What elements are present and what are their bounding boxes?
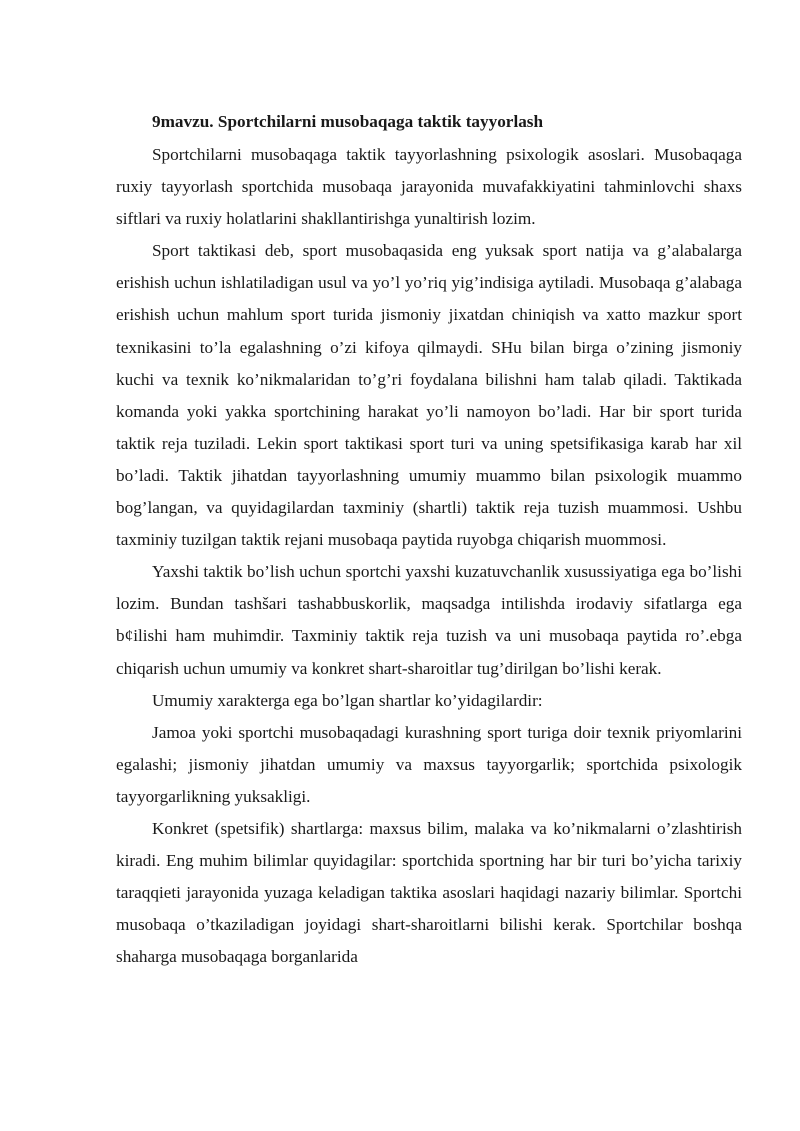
paragraph-6: Konkret (spetsifik) shartlarga: maxsus bilim, malaka va ko’nikmalarni o’zlashtirish kiradi. Eng muhim bilimlar quyidagilar: sportchida sportning har bir turi bo’yicha tarixiy taraqqieti jarayonida yuzaga keladigan taktika asoslari haqidagi nazariy bilimlar. Sportchi musobaqa o’tkaziladigan joyidagi shart-sharoitlarni bilishi kerak. Sportchilar boshqa shaharga musobaqaga borganlarida [116, 818, 742, 967]
paragraph-3: Yaxshi taktik bo’lish uchun sportchi yaxshi kuzatuvchanlik xusussiyatiga ega bo’lishi lozim. Bundan tashšari tashabbuskorlik, maqsadga intilishda irodaviy sifatlarga ega b¢ilishi ham muhimdir. Taxminiy taktik reja tuzish va uni musobaqa paytida ro’.ebga chiqarish uchun umumiy va konkret shart-sharoitlar tug’dirilgan bo’lishi kerak. [116, 562, 742, 678]
document-body [116, 107, 742, 973]
paragraph-4: Umumiy xarakterga ega bo’lgan shartlar ko’yidagilardir: [152, 690, 543, 710]
paragraph-2: Sport taktikasi deb, sport musobaqasida eng yuksak sport natija va g’alabalarga erishish uchun ishlatiladigan usul va yo’l yo’riq yig’indisiga aytiladi. Musobaqa g’alabaga erishish uchun mahlum sport turida jismoniy jixatdan chiniqish va xatto mazkur sport texnikasini to’la egalashning o’zi kifoya qilmaydi. SHu bilan birga o’zining jismoniy kuchi va texnik ko’nikmalaridan to’g’ri foydalana bilishni ham talab qiladi. Taktikada komanda yoki yakka sportchining harakat yo’li namoyon bo’ladi. Har bir sport turida taktik reja tuziladi. Lekin sport taktikasi sport turi va uning spetsifikasiga karab har xil bo’ladi. Taktik jihatdan tayyorlashning umumiy muammo bilan psixologik muammo bog’langan, va quyidagilardan taxminiy (shartli) taktik reja tuzish muammosi. Ushbu taxminiy tuzilgan taktik rejani musobaqa paytida ruyobga chiqarish muommosi. [116, 241, 742, 550]
paragraph-5: Jamoa yoki sportchi musobaqadagi kurashning sport turiga doir texnik priyomlarini egalashi; jismoniy jihatdan umumiy va maxsus tayyorgarlik; sportchida psixologik tayyorgarlikning yuksakligi. [116, 722, 742, 806]
paragraph-1: Sportchilarni musobaqaga taktik tayyorlashning psixologik asoslari. Musobaqaga ruxiy tayyorlash sportchida musobaqa jarayonida muvafakkiyatini tahminlovchi shaxs siftlari va ruxiy holatlarini shakllantirishga yunaltirish lozim. [116, 145, 742, 229]
section-heading: 9mavzu. Sportchilarni musobaqaga taktik tayyorlash [152, 112, 544, 131]
